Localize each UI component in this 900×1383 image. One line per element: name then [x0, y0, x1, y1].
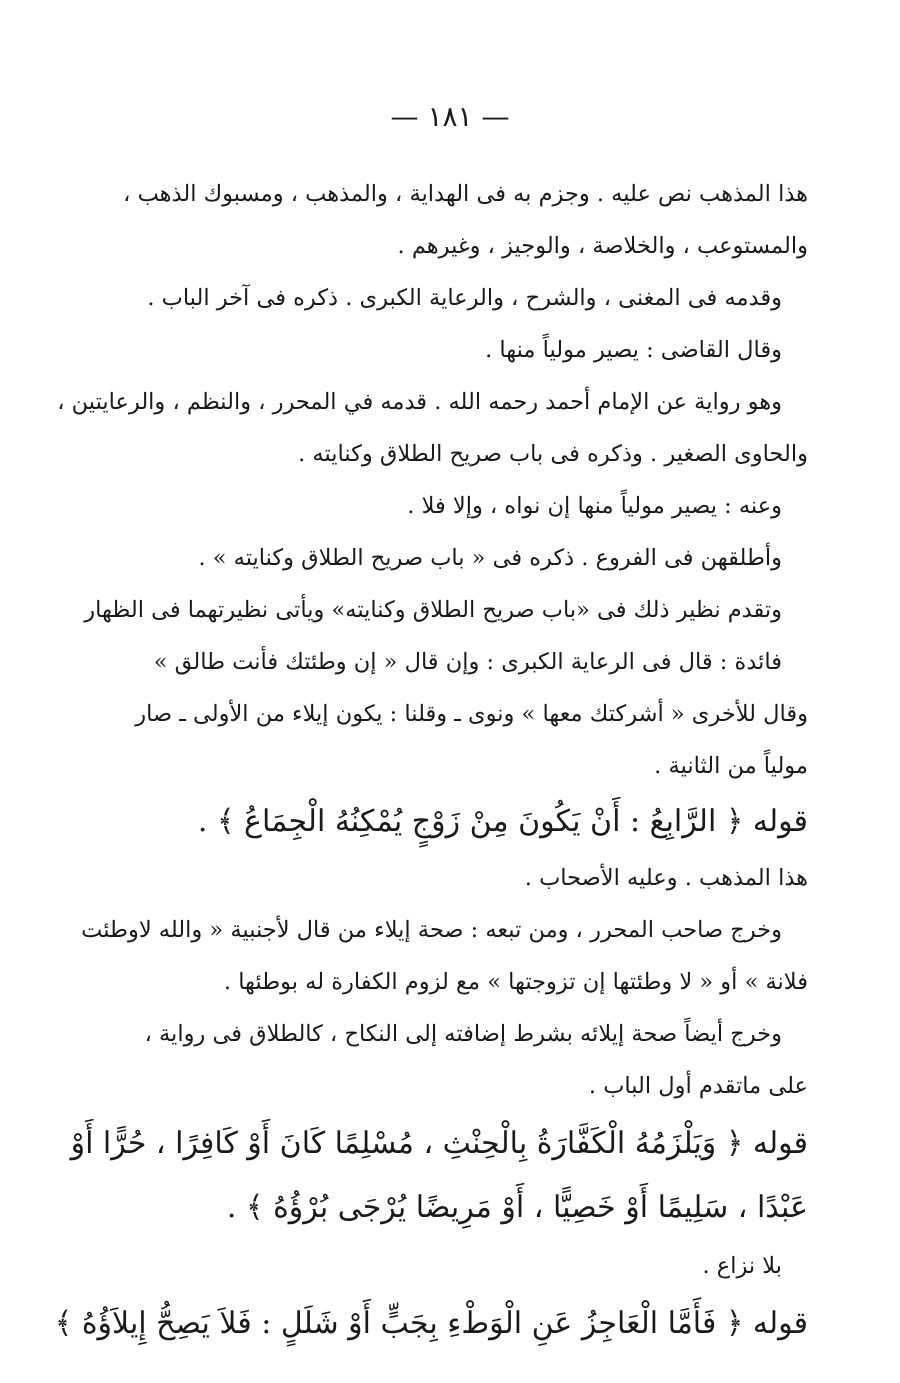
text-line: وقال للأخرى « أشركتك معها » ونوى ـ وقلنا : يكون إيلاء من الأولى ـ صار	[135, 701, 808, 727]
text-line: وقال القاضى : يصير مولياً منها .	[485, 337, 782, 363]
quoted-matn-line: قوله ﴿ الرَّابِعُ : أَنْ يَكُونَ مِنْ زَوْجٍ يُمْكِنُهُ الْجِمَاعُ ﴾ .	[197, 804, 808, 839]
body-text	[54, 168, 808, 1356]
text-line: والحاوى الصغير . وذكره فى باب صريح الطلاق وكنايته .	[298, 441, 808, 467]
text-line: فلانة » أو « لا وطئتها إن تزوجتها » مع لزوم الكفارة له بوطئها .	[223, 969, 808, 995]
text-line: مولياً من الثانية .	[654, 753, 808, 779]
quoted-matn-line: قوله ﴿ وَيَلْزَمُهُ الْكَفَّارَةُ بِالْحِنْثِ ، مُسْلِمًا كَانَ أَوْ كَافِرًا ، حُرًّا أَوْ	[70, 1126, 808, 1161]
text-line: على ماتقدم أول الباب .	[588, 1073, 808, 1099]
text-line: هذا المذهب . وعليه الأصحاب .	[524, 865, 808, 891]
text-line: وخرج صاحب المحرر ، ومن تبعه : صحة إيلاء من قال لأجنبية « والله لاوطئت	[81, 917, 782, 943]
text-line: وخرج أيضاً صحة إيلائه بشرط إضافته إلى النكاح ، كالطلاق فى رواية ،	[144, 1021, 782, 1047]
page-number: — ١٨١ —	[390, 100, 510, 133]
text-line: وقدمه فى المغنى ، والشرح ، والرعاية الكبرى . ذكره فى آخر الباب .	[147, 285, 782, 311]
text-line: بلا نزاع .	[702, 1253, 782, 1279]
text-line: وأطلقهن فى الفروع . ذكره فى « باب صريح الطلاق وكنايته » .	[198, 545, 782, 571]
text-line: وهو رواية عن الإمام أحمد رحمه الله . قدمه في المحرر ، والنظم ، والرعايتين ،	[57, 389, 782, 415]
quoted-matn-line: عَبْدًا ، سَلِيمًا أَوْ خَصِيًّا ، أَوْ مَرِيضًا يُرْجَى بُرْؤُهُ ﴾ .	[226, 1190, 808, 1225]
text-line: والمستوعب ، والخلاصة ، والوجيز ، وغيرهم .	[397, 233, 808, 259]
text-line: وتقدم نظير ذلك فى «باب صريح الطلاق وكنايته» ويأتى نظيرتهما فى الظهار	[84, 597, 782, 623]
note-line: فائدة : قال فى الرعاية الكبرى : وإن قال « إن وطئتك فأنت طالق »	[153, 649, 782, 675]
quoted-matn-line: قوله ﴿ فَأَمَّا الْعَاجِزُ عَنِ الْوَطْءِ بِجَبٍّ أَوْ شَلَلٍ : فَلاَ يَصِحُّ إِيلاَؤُهُ ﴾	[54, 1306, 808, 1341]
text-line: هذا المذهب نص عليه . وجزم به فى الهداية ، والمذهب ، ومسبوك الذهب ،	[123, 181, 808, 207]
text-line: وعنه : يصير مولياً منها إن نواه ، وإلا فلا .	[407, 493, 782, 519]
